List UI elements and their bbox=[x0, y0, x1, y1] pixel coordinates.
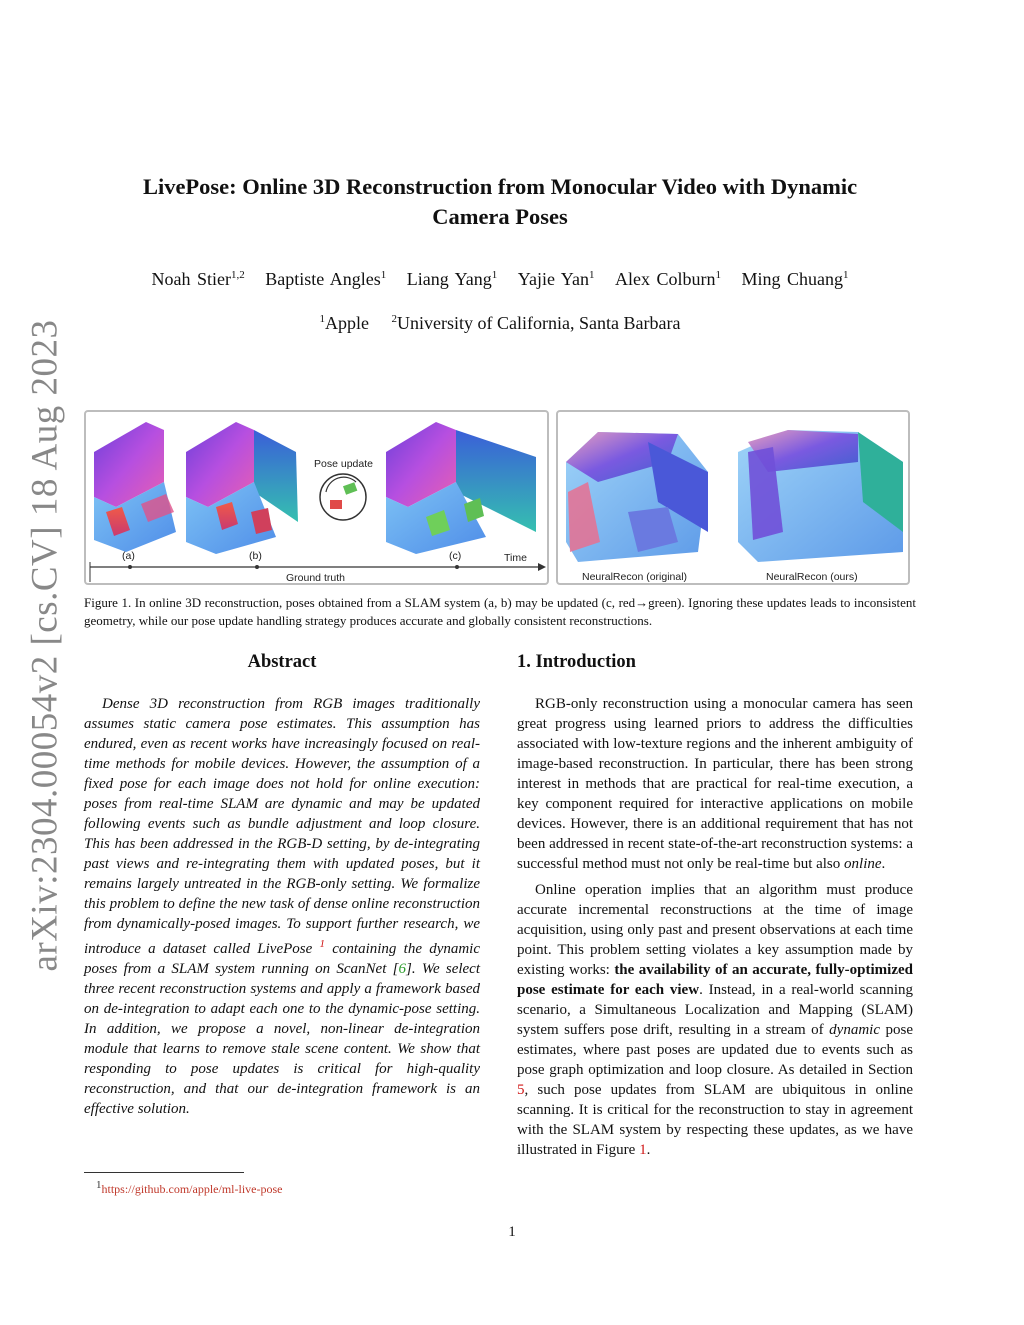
footnote-rule bbox=[84, 1172, 244, 1173]
abstract-text: Dense 3D reconstruction from RGB images traditionally assumes static camera pose estimates. This assumption has endured, even as recent works have increasingly focused on real-time methods for mobile devices. However, the assumption of a fixed pose for each image does not hold for online execution: poses from real-time SLAM are dynamic and may be updated following events such as bundle adjustment and loop closure. This has been addressed in the RGB-D setting, by de-integrating past views and re-integrating them with updated poses, but it remains largely untreated in the RGB-only setting. We formalize this problem to define the new task of dense online reconstruction from dynamically-posed images. To support further research, we introduce a dataset called LivePose $^1$ containing the dynamic poses from a SLAM system running on ScanNet [6]. We select three recent reconstruction systems and apply a framework based on de-integration to adapt each one to the dynamic-pose setting. In addition, we propose a novel, non-linear de-integration module that learns to remove stale scene content. We show that responding to pose updates is critical for high-quality reconstruction, and that our de-integration framework is an effective solution. bbox=[84, 696, 481, 1117]
author: Liang Yang$^1$ bbox=[406, 269, 498, 289]
intro-paragraph-1: RGB-only reconstruction using a monocular camera has seen great progress using learned priors to address the difficulties associated with low-texture regions and the inherent ambiguity of image-based reconstruction. In particular, there has been strong interest in methods that are practical for real-time execution, a key component required for interactive applications on mobile devices. However, there is an additional requirement that has not been addressed in recent state-of-the-art reconstruction systems: a successful method must not only be real-time but also online. bbox=[517, 696, 913, 872]
figure-ref-link[interactable]: 1 bbox=[639, 1142, 647, 1158]
author: Yajie Yan$^1$ bbox=[517, 269, 595, 289]
arxiv-stamp-text: arXiv:2304.00054v2 [cs.CV] 18 Aug 2023 bbox=[24, 318, 66, 972]
scene-b-thumbnail bbox=[186, 422, 298, 554]
paper-title bbox=[80, 172, 920, 232]
author: Baptiste Angles$^1$ bbox=[265, 269, 387, 289]
time-label: Time bbox=[504, 552, 527, 564]
introduction-heading: 1. Introduction bbox=[517, 652, 636, 672]
intro-paragraph-2: Online operation implies that an algorithm must produce accurate incremental reconstructions at the time of image acquisition, using only past and present observations at each time point. This problem setting violates a key assumption made by existing works: the availability of an accurate, fully-optimized pose estimate for each view. Instead, in a real-world scanning scenario, a Simultaneous Localization and Mapping (SLAM) system suffers pose drift, resulting in a stream of dynamic pose estimates, where past poses are updated due to events such as pose graph optimization and loop closure. As detailed in Section 5, such pose updates from SLAM are ubiquitous in online scanning. It is critical for the reconstruction to stay in agreement with the SLAM system by respecting these updates, as we have illustrated in Figure 1. bbox=[517, 882, 914, 1158]
neuralrecon-original-label: NeuralRecon (original) bbox=[582, 571, 688, 583]
label-b: (b) bbox=[249, 550, 262, 562]
ground-truth-label: Ground truth bbox=[286, 572, 345, 584]
figure-neuralrecon-svg bbox=[558, 412, 910, 585]
figure-caption: Figure 1. In online 3D reconstruction, poses obtained from a SLAM system (a, b) may be updated (c, red→green). Ignoring these updates leads to inconsistent geometry, while our pose update handling strategy produces accurate and globally consistent reconstructions. bbox=[84, 595, 916, 628]
right-column bbox=[517, 652, 913, 1160]
left-column bbox=[84, 652, 480, 1134]
author: Noah Stier$^{1,2}$ bbox=[151, 269, 245, 289]
figure-panel-ground-truth bbox=[84, 410, 549, 585]
section-ref-link[interactable]: 5 bbox=[517, 1082, 525, 1098]
author: Ming Chuang$^1$ bbox=[741, 269, 849, 289]
footnote-marker[interactable]: 1 bbox=[319, 938, 326, 950]
affiliation: $^1$Apple bbox=[319, 313, 370, 333]
author: Alex Colburn$^1$ bbox=[614, 269, 721, 289]
footnote: $^1$https://github.com/apple/ml-live-pose bbox=[96, 1179, 283, 1196]
neuralrecon-ours-thumbnail bbox=[738, 430, 903, 562]
figure-panel-neuralrecon bbox=[556, 410, 910, 585]
label-a: (a) bbox=[122, 550, 135, 562]
pose-update-diagram bbox=[314, 458, 373, 520]
neuralrecon-original-thumbnail bbox=[566, 432, 708, 562]
timeline bbox=[90, 550, 546, 584]
label-c: (c) bbox=[449, 550, 462, 562]
camera-red-icon bbox=[330, 500, 342, 509]
figure-ground-truth-svg bbox=[86, 412, 549, 585]
title-line-2: Camera Poses bbox=[432, 204, 568, 229]
affiliation-list bbox=[80, 313, 920, 334]
title-line-1: LivePose: Online 3D Reconstruction from Monocular Video with Dynamic bbox=[142, 174, 858, 199]
abstract-heading: Abstract bbox=[247, 652, 317, 672]
scene-c-thumbnail bbox=[386, 422, 536, 554]
page-number: 1 bbox=[508, 1224, 516, 1240]
author-list bbox=[80, 269, 920, 290]
scene-a-thumbnail bbox=[94, 422, 176, 552]
github-link[interactable]: https://github.com/apple/ml-live-pose bbox=[101, 1182, 283, 1196]
citation-link[interactable]: 6 bbox=[398, 961, 406, 977]
pose-update-label: Pose update bbox=[314, 458, 373, 470]
neuralrecon-ours-label: NeuralRecon (ours) bbox=[766, 571, 858, 583]
arxiv-stamp bbox=[16, 318, 74, 972]
affiliation: $^2$University of California, Santa Barbara bbox=[391, 313, 681, 333]
